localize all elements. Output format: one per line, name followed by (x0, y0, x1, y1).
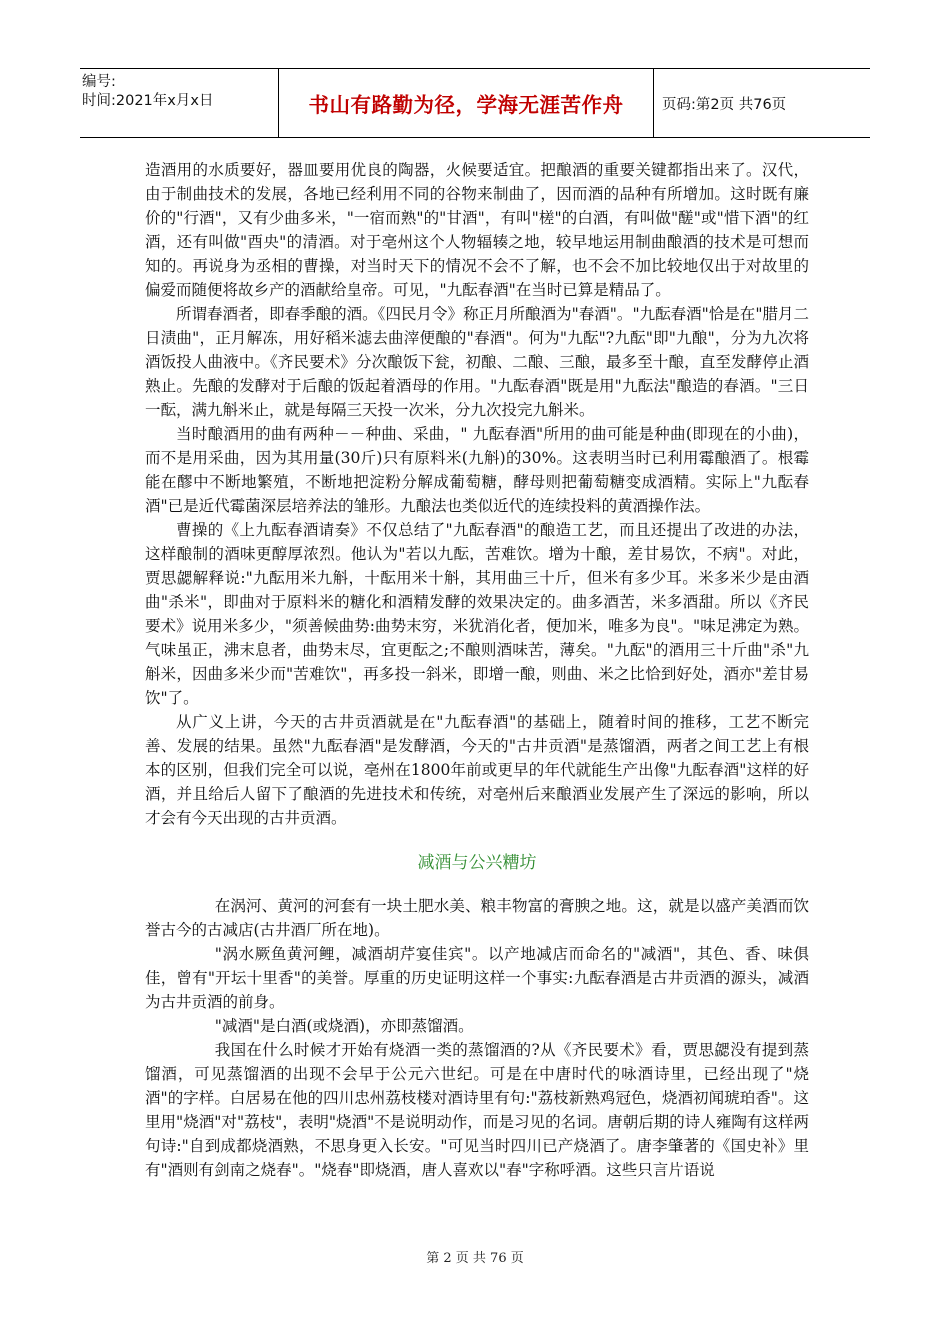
body-paragraph: "减酒"是白酒(或烧酒)，亦即蒸馏酒。 (214, 1017, 474, 1035)
section-heading: 减酒与公兴糟坊 (417, 853, 537, 873)
page-header (80, 68, 870, 138)
body-paragraph: 当时酿酒用的曲有两种－－种曲、采曲，" 九酝春酒"所用的曲可能是种曲(即现在的小曲)，而不是用采曲，因为其用量(30斤)只有原料米(九斛)的30%。这表明当时已利用霉酿酒了。根霉能在醪中不断地繁殖，不断地把淀粉分解成葡萄糖，酵母则把葡萄糖变成酒精。实际上"九酝春酒"已是近代霉菌深层培养法的雏形。九酿法也类似近代的连续投料的黄酒操作法。 (145, 425, 809, 515)
body-paragraph: 从广义上讲，今天的古井贡酒就是在"九酝春酒"的基础上，随着时间的推移，工艺不断完善、发展的结果。虽然"九酝春酒"是发酵酒，今天的"古井贡酒"是蒸馏酒，两者之间工艺上有根本的区别，但我们完全可以说，亳州在1800年前或更早的年代就能生产出像"九酝春酒"这样的好酒，并且给后人留下了酿酒的先进技术和传统，对亳州后来酿酒业发展产生了深远的影响，所以才会有今天出现的古井贡酒。 (145, 713, 809, 827)
body-paragraph: 在涡河、黄河的河套有一块土肥水美、粮丰物富的膏腴之地。这，就是以盛产美酒而饮誉古今的古减店(古井酒厂所在地)。 (145, 897, 809, 939)
header-motto: 书山有路勤为径，学海无涯苦作舟 (278, 69, 654, 137)
body-paragraph: 曹操的《上九酝春酒请奏》不仅总结了"九酝春酒"的酿造工艺，而且还提出了改进的办法，这样酿制的酒味更醇厚浓烈。他认为"若以九酝，苦难饮。增为十酿，差甘易饮，不病"。对此，贾思勰解释说:"九酝用米九斛，十酝用米十斛，其用曲三十斤，但米有多少耳。米多米少是由酒曲"杀米"，即曲对于原料米的糖化和酒精发酵的效果决定的。曲多酒苦，米多酒甜。所以《齐民要术》说用米多少，"须善候曲势:曲势末穷，米犹消化者，便加米，唯多为良"。"味足沸定为熟。气味虽正，沸末息者，曲势末尽，宜更酝之;不酿则酒味苦，薄矣。"九酝"的酒用三十斤曲"杀"九斛米，因曲多米少而"苦难饮"，再多投一斜米，即增一酿，则曲、米之比恰到好处，酒亦"差甘易饮"了。 (145, 521, 809, 707)
body-paragraph: 造酒用的水质要好，器皿要用优良的陶器，火候要适宜。把酿酒的重要关键都指出来了。汉代，由于制曲技术的发展，各地已经利用不同的谷物来制曲了，因而酒的品种有所增加。这时既有廉价的"行酒"，又有少曲多米，"一宿而熟"的"甘酒"，有叫"槎"的白酒，有叫做"醝"或"惜下酒"的红酒，还有叫做"酉央"的清酒。对于亳州这个人物辐辏之地，较早地运用制曲酿酒的技术是可想而知的。再说身为丞相的曹操，对当时天下的情况不会不了解，也不会不加比较地仅出于对故里的偏爱而随便将故乡产的酒献给皇帝。可见，"九酝春酒"在当时已算是精品了。 (145, 161, 809, 299)
header-meta (80, 69, 278, 137)
header-page-info: 页码:第2页 共76页 (662, 96, 787, 113)
document-time-label: 时间:2021年x月x日 (82, 93, 214, 109)
page-footer: 第 2 页 共 76 页 (426, 1251, 524, 1266)
body-paragraph: "涡水厥鱼黄河鲤，减酒胡芹宴佳宾"。以产地减店而命名的"减酒"，其色、香、味俱佳，曾有"开坛十里香"的美誉。厚重的历史证明这样一个事实:九酝春酒是古井贡酒的源头，减酒为古井贡酒的前身。 (145, 945, 809, 1011)
body-paragraph: 我国在什么时候才开始有烧酒一类的蒸馏酒的?从《齐民要术》看，贾思勰没有提到蒸馏酒，可见蒸馏酒的出现不会早于公元六世纪。可是在中唐时代的咏酒诗里，已经出现了"烧酒"的字样。白居易在他的四川忠州荔枝楼对酒诗里有句:"荔枝新熟鸡冠色，烧酒初闻琥珀香"。这里用"烧酒"对"荔枝"，表明"烧酒"不是说明动作，而是习见的名词。唐朝后期的诗人雍陶有这样两句诗:"自到成都烧酒熟，不思身更入长安。"可见当时四川已产烧酒了。唐李肇著的《国史补》里有"酒则有剑南之烧春"。"烧春"即烧酒，唐人喜欢以"春"字称呼酒。这些只言片语说 (145, 1041, 809, 1179)
document-number-label: 编号: (82, 74, 116, 90)
document-body (145, 158, 809, 1182)
body-paragraph: 所谓春酒者，即春季酿的酒。《四民月令》称正月所酿酒为"春酒"。"九酝春酒"恰是在"腊月二日渍曲"，正月解冻，用好稻米滤去曲滓便酿的"春酒"。何为"九酝"?九酝"即"九酿"，分为九次将酒饭投人曲液中。《齐民要术》分次酿饭下瓮，初酿、二酿、三酿，最多至十酿，直至发酵停止酒熟止。先酿的发酵对于后酿的饭起着酒母的作用。"九酝春酒"既是用"九酝法"酿造的春酒。"三日一酝，满九斛米止，就是每隔三天投一次米，分九次投完九斛米。 (145, 305, 809, 419)
